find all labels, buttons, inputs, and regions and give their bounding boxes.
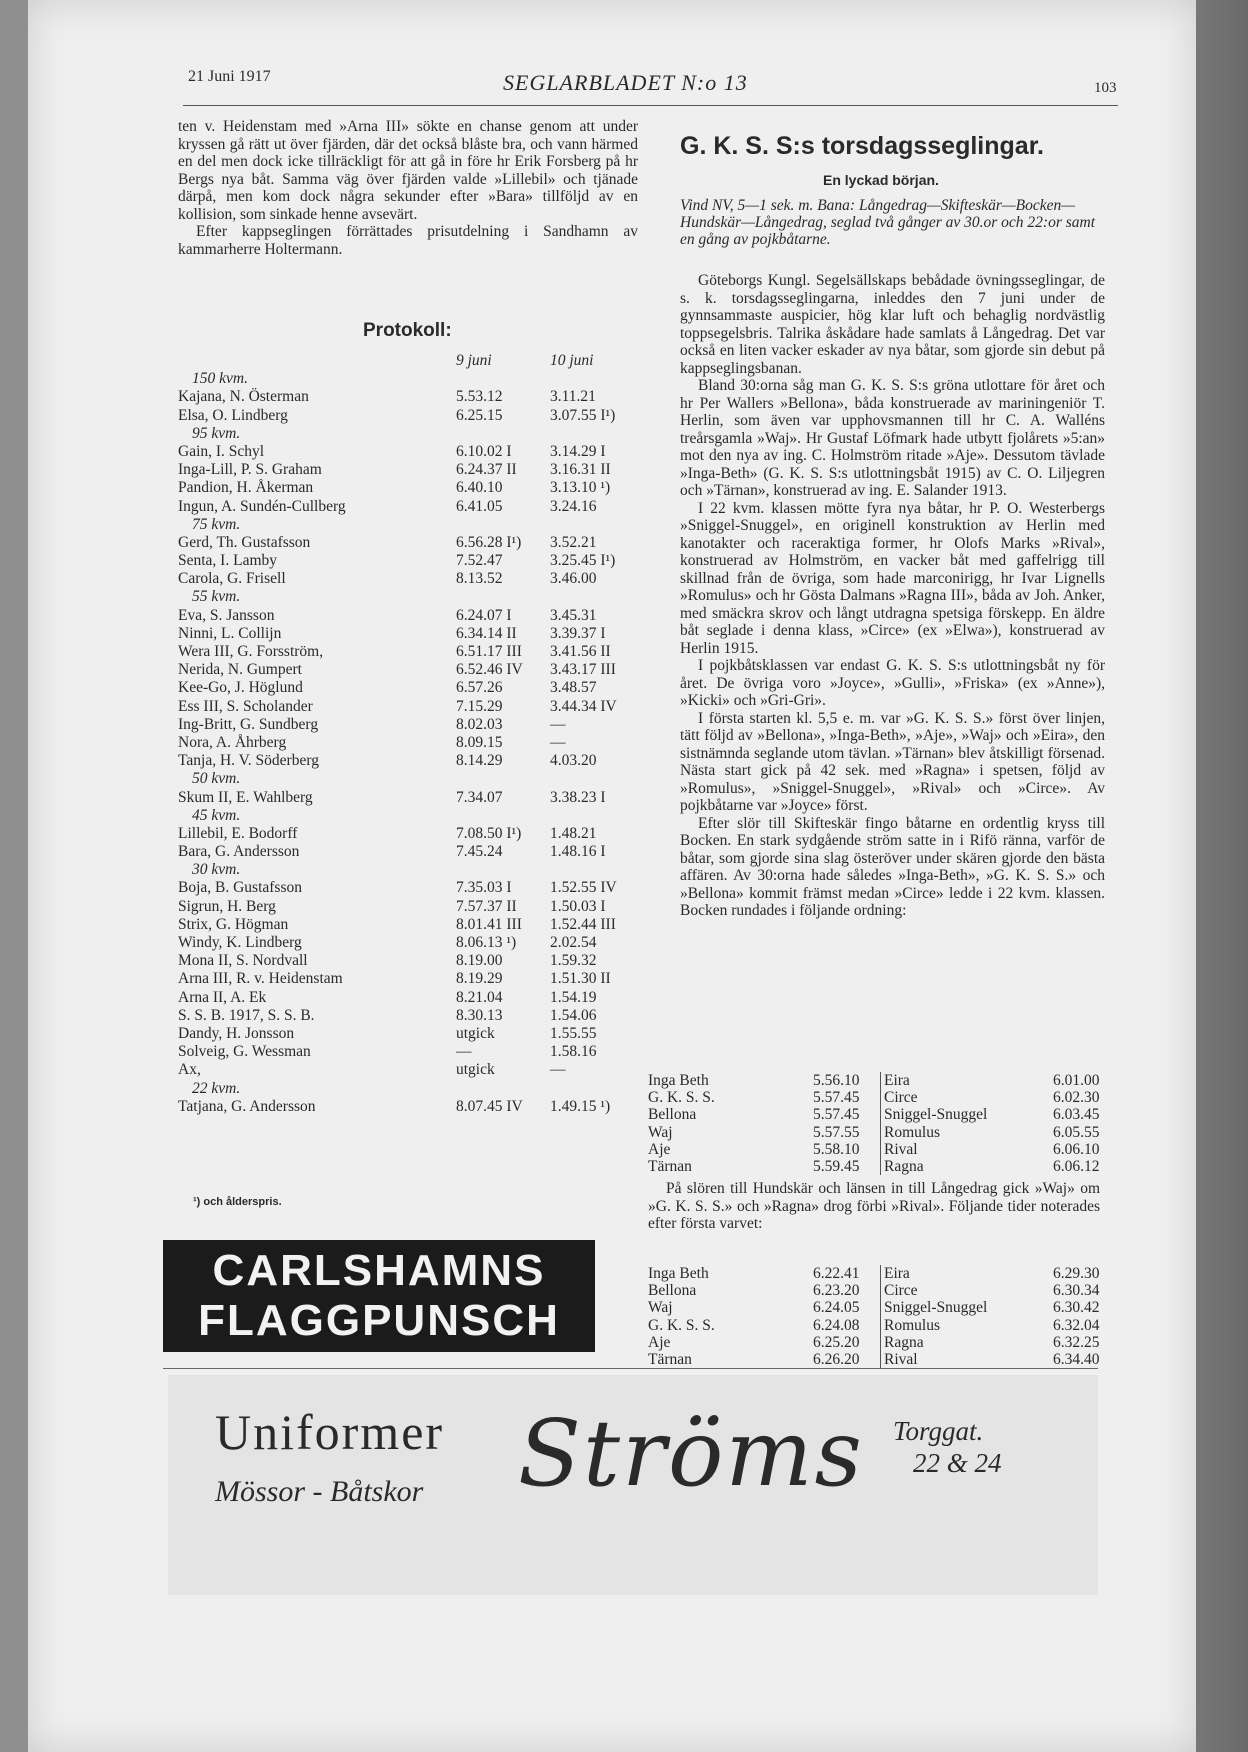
time-10-juni: 3.07.55 I¹) — [550, 406, 616, 424]
time-22kvm: 6.29.30 — [1053, 1265, 1100, 1282]
time-9-juni: utgick — [456, 1061, 495, 1079]
rounding-row — [648, 1124, 1100, 1141]
time-22kvm: 6.06.10 — [1053, 1140, 1100, 1158]
time-22kvm: 6.03.45 — [1053, 1106, 1100, 1124]
time-9-juni: 8.14.29 — [456, 752, 503, 770]
boat-22kvm: Ragna — [884, 1333, 924, 1351]
boat-22kvm: Romulus — [884, 1316, 940, 1334]
boat-name: Skum II, E. Wahlberg — [178, 788, 313, 806]
time-22kvm: 6.32.25 — [1053, 1333, 1100, 1351]
rounding-row — [648, 1158, 1100, 1175]
right-article-text — [680, 272, 1105, 920]
time-22kvm: 6.32.04 — [1053, 1316, 1100, 1334]
class-heading-row — [178, 807, 638, 825]
ad-mossor: Mössor - Båtskor — [215, 1475, 424, 1508]
rounding-row — [648, 1141, 1100, 1158]
time-10-juni: 3.24.16 — [550, 497, 597, 515]
protocol-header-row — [178, 352, 638, 370]
header-rule — [183, 105, 1118, 106]
class-heading-row — [178, 516, 638, 534]
boat-22kvm: Ragna — [884, 1157, 924, 1175]
ad-address-line: 22 & 24 — [913, 1448, 1002, 1478]
time-9-juni: 8.09.15 — [456, 733, 503, 751]
boat-name: Dandy, H. Jonsson — [178, 1024, 295, 1042]
boat-name: Kajana, N. Österman — [178, 388, 309, 406]
time-30kvm: 6.25.20 — [813, 1333, 860, 1351]
protocol-row — [178, 1025, 638, 1043]
right-paragraph-2 — [648, 1180, 1100, 1233]
rounding-row — [648, 1334, 1100, 1351]
time-9-juni: 5.53.12 — [456, 388, 503, 406]
paragraph: Efter slör till Skifteskär fingo båtarne en ordentlig kryss till Bocken. En stark sydgående ström satte in i Rifö ränna, varför de båtar, som gjorde sina slag österöver under skären gjorde den bästa affären. Av 30:orna hade således »Inga-Beth», »G. K. S. S.» och »Bellona» kommit främst medan »Circe» ledde i 22 kvm. klassen. Bocken rundades i följande ordning: — [680, 814, 1105, 919]
boat-30kvm: Waj — [648, 1123, 673, 1141]
class-heading-row — [178, 425, 638, 443]
scan-edge — [1196, 0, 1248, 1752]
time-9-juni: 7.35.03 I — [456, 879, 512, 897]
boat-name: Ax, — [178, 1061, 201, 1079]
class-heading: 150 kvm. — [192, 370, 248, 388]
article-subtitle: En lyckad början. — [823, 172, 939, 188]
time-10-juni: 3.25.45 I¹) — [550, 552, 616, 570]
column-separator — [880, 1265, 881, 1282]
boat-name: Boja, B. Gustafsson — [178, 879, 302, 897]
time-9-juni: 6.24.37 II — [456, 461, 517, 479]
time-30kvm: 6.23.20 — [813, 1282, 860, 1300]
boat-name: Ess III, S. Scholander — [178, 697, 313, 715]
issue-date: 21 Juni 1917 — [188, 68, 271, 85]
boat-name: Ing-Britt, G. Sundberg — [178, 715, 319, 733]
class-heading: 22 kvm. — [192, 1079, 241, 1097]
time-10-juni: 3.16.31 II — [550, 461, 611, 479]
protocol-row — [178, 679, 638, 697]
class-heading: 55 kvm. — [192, 588, 241, 606]
time-22kvm: 6.30.34 — [1053, 1282, 1100, 1300]
time-10-juni: 3.38.23 I — [550, 788, 606, 806]
class-heading-row — [178, 1080, 638, 1098]
boat-name: Bara, G. Andersson — [178, 843, 300, 861]
time-9-juni: 8.13.52 — [456, 570, 503, 588]
boat-30kvm: G. K. S. S. — [648, 1316, 715, 1334]
paragraph: Efter kappseglingen förrättades prisutdelning i Sandhamn av kammarherre Holtermann. — [178, 223, 638, 258]
time-30kvm: 5.56.10 — [813, 1072, 860, 1089]
time-30kvm: 5.57.45 — [813, 1089, 860, 1107]
time-10-juni: 4.03.20 — [550, 752, 597, 770]
class-heading: 50 kvm. — [192, 770, 241, 788]
class-heading: 75 kvm. — [192, 515, 241, 533]
time-9-juni: 6.40.10 — [456, 479, 503, 497]
time-10-juni: 1.58.16 — [550, 1043, 597, 1061]
column-separator — [880, 1317, 881, 1334]
boat-22kvm: Romulus — [884, 1123, 940, 1141]
boat-30kvm: Aje — [648, 1140, 671, 1158]
protocol-row — [178, 479, 638, 497]
time-9-juni: 8.07.45 IV — [456, 1097, 523, 1115]
column-separator — [880, 1106, 881, 1123]
boat-30kvm: Aje — [648, 1333, 671, 1351]
protocol-row — [178, 1061, 638, 1079]
time-9-juni: 7.15.29 — [456, 697, 503, 715]
boat-name: Kee-Go, J. Höglund — [178, 679, 303, 697]
time-9-juni: 6.10.02 I — [456, 442, 512, 460]
protocol-table — [178, 352, 638, 1116]
protocol-row — [178, 443, 638, 461]
boat-30kvm: Inga Beth — [648, 1265, 709, 1282]
time-30kvm: 5.59.45 — [813, 1157, 860, 1175]
paragraph: På slören till Hundskär och länsen in till Långedrag gick »Waj» om »G. K. S. S.» och »Ragna» drog förbi »Rival». Följande tider noterades efter första varvet: — [648, 1180, 1100, 1232]
boat-22kvm: Eira — [884, 1072, 910, 1089]
protocol-row — [178, 607, 638, 625]
paragraph: Göteborgs Kungl. Segelsällskaps bebådade övningsseglingar, de s. k. torsdagsseglingarna, inleddes den 7 juni under de gynnsammaste auspicier, hög klar luft och behaglig nordvästlig toppsegelsbris. Talrika åskådare hade samlats å Långedrag. Det var också en liten vacker eskader av nya båtar, som gjorde sin debut på kappseglingsbanan. — [680, 272, 1105, 377]
time-9-juni: 6.25.15 — [456, 406, 503, 424]
time-9-juni: 6.52.46 IV — [456, 661, 523, 679]
rounding-table-2 — [648, 1265, 1100, 1368]
boat-name: Tatjana, G. Andersson — [178, 1097, 316, 1115]
ad-line: CARLSHAMNS — [212, 1246, 546, 1295]
time-10-juni: 3.44.34 IV — [550, 697, 617, 715]
protocol-row — [178, 716, 638, 734]
boat-22kvm: Circe — [884, 1089, 918, 1107]
rounding-row — [648, 1072, 1100, 1089]
time-10-juni: 3.14.29 I — [550, 442, 606, 460]
class-heading-row — [178, 370, 638, 388]
page-number: 103 — [1094, 80, 1117, 96]
time-9-juni: 7.34.07 — [456, 788, 503, 806]
rounding-table-1 — [648, 1072, 1100, 1175]
boat-name: Arna II, A. Ek — [178, 988, 267, 1006]
boat-name: Sigrun, H. Berg — [178, 897, 276, 915]
time-9-juni: 7.45.24 — [456, 843, 503, 861]
time-10-juni: 3.52.21 — [550, 533, 597, 551]
class-heading-row — [178, 588, 638, 606]
time-10-juni: 1.59.32 — [550, 952, 597, 970]
boat-22kvm: Rival — [884, 1350, 918, 1368]
boat-name: Eva, S. Jansson — [178, 606, 275, 624]
boat-name: Windy, K. Lindberg — [178, 934, 302, 951]
protocol-row — [178, 498, 638, 516]
column-separator — [880, 1351, 881, 1368]
protocol-row — [178, 752, 638, 770]
footnote: ¹) och ålderspris. — [193, 1196, 282, 1208]
time-22kvm: 6.05.55 — [1053, 1123, 1100, 1141]
protocol-row — [178, 570, 638, 588]
column-separator — [880, 1282, 881, 1299]
time-9-juni: 8.19.00 — [456, 952, 503, 970]
time-30kvm: 6.22.41 — [813, 1265, 860, 1282]
boat-name: Solveig, G. Wessman — [178, 1043, 311, 1061]
boat-22kvm: Sniggel-Snuggel — [884, 1106, 988, 1124]
class-heading: 45 kvm. — [192, 806, 241, 824]
protocol-row — [178, 734, 638, 752]
time-22kvm: 6.02.30 — [1053, 1089, 1100, 1107]
carlshamns-ad — [163, 1240, 595, 1352]
time-30kvm: 6.24.05 — [813, 1299, 860, 1317]
column-separator — [880, 1334, 881, 1351]
boat-30kvm: Inga Beth — [648, 1072, 709, 1089]
column-separator — [880, 1158, 881, 1175]
protocol-row — [178, 879, 638, 897]
protocol-row — [178, 1007, 638, 1025]
protocol-row — [178, 388, 638, 406]
boat-name: S. S. B. 1917, S. S. B. — [178, 1006, 315, 1024]
ad-address-line: Torggat. — [893, 1416, 984, 1446]
rounding-row — [648, 1317, 1100, 1334]
time-10-juni: 3.39.37 I — [550, 624, 606, 642]
rounding-row — [648, 1265, 1100, 1282]
time-10-juni: 1.50.03 I — [550, 897, 606, 915]
time-9-juni: 8.21.04 — [456, 988, 503, 1006]
time-10-juni: 1.52.44 III — [550, 915, 616, 933]
article-title: G. K. S. S:s torsdagsseglingar. — [680, 132, 1044, 160]
protocol-row — [178, 916, 638, 934]
protocol-row — [178, 643, 638, 661]
protocol-row — [178, 825, 638, 843]
time-10-juni: 3.46.00 — [550, 570, 597, 588]
paragraph: Bland 30:orna såg man G. K. S. S:s gröna utlottare för året och hr Per Wallers »Bellona», båda konstruerade av mariningeniör T. Herlin, som även var upphovsmannen till hr C. A. Walléns treårsgamla »Waj». Hr Gustaf Löfmark hade utbytt fjolårets »5:an» mot den nya av ing. C. Holmström ritade »Aje». Dessutom tävlade »Inga-Beth» (G. K. S. S:s utlottningsbåt 1915) av C. O. Liljegren och »Tärnan», konstruerad av ing. E. Salander 1913. — [680, 377, 1105, 499]
boat-22kvm: Rival — [884, 1140, 918, 1158]
protocol-row — [178, 534, 638, 552]
time-10-juni: 1.55.55 — [550, 1024, 597, 1042]
boat-22kvm: Circe — [884, 1282, 918, 1300]
boat-name: Tanja, H. V. Söderberg — [178, 752, 319, 770]
boat-30kvm: Waj — [648, 1299, 673, 1317]
magazine-page — [28, 0, 1196, 1752]
time-22kvm: 6.34.40 — [1053, 1350, 1100, 1368]
time-10-juni: 1.49.15 ¹) — [550, 1097, 611, 1115]
protocol-row — [178, 934, 638, 952]
paragraph: I första starten kl. 5,5 e. m. var »G. K. S. S.» först över linjen, tätt följd av »Bellona», »Inga-Beth», »Aje», »Waj» och »Eira», den sistnämnda seglande utom tävlan. »Tärnan» blev åtskilligt försenad. Nästa start gick på 42 sek. med »Ragna» i spetsen, följd av »Romulus», »Sniggel-Snuggel», »Rival» och »Circe». Av pojkbåtarne var »Joyce» först. — [680, 709, 1105, 814]
boat-name: Elsa, O. Lindberg — [178, 406, 288, 424]
time-9-juni: 6.56.28 I¹) — [456, 533, 522, 551]
boat-30kvm: Tärnan — [648, 1157, 692, 1175]
rounding-row — [648, 1351, 1100, 1368]
protocol-row — [178, 952, 638, 970]
time-10-juni: 3.45.31 — [550, 606, 597, 624]
protocol-row — [178, 789, 638, 807]
column-separator — [880, 1072, 881, 1089]
time-9-juni: 8.01.41 III — [456, 915, 522, 933]
time-10-juni: 1.54.06 — [550, 1006, 597, 1024]
boat-30kvm: Bellona — [648, 1282, 697, 1300]
time-9-juni: 6.41.05 — [456, 497, 503, 515]
left-article-text — [178, 118, 638, 258]
rounding-row — [648, 1106, 1100, 1123]
time-10-juni: 1.48.16 I — [550, 843, 606, 861]
time-9-juni: 8.02.03 — [456, 715, 503, 733]
boat-30kvm: G. K. S. S. — [648, 1089, 715, 1107]
boat-22kvm: Eira — [884, 1265, 910, 1282]
time-22kvm: 6.30.42 — [1053, 1299, 1100, 1317]
time-30kvm: 5.58.10 — [813, 1140, 860, 1158]
time-10-juni: 3.13.10 ¹) — [550, 479, 611, 497]
time-10-juni: 1.51.30 II — [550, 970, 611, 988]
time-10-juni: 1.54.19 — [550, 988, 597, 1006]
protocol-row — [178, 407, 638, 425]
boat-name: Gain, I. Schyl — [178, 442, 265, 460]
boat-name: Ingun, A. Sundén-Cullberg — [178, 497, 346, 515]
time-10-juni: — — [550, 1061, 566, 1079]
rounding-row — [648, 1299, 1100, 1316]
time-9-juni: 7.52.47 — [456, 552, 503, 570]
time-10-juni: 1.52.55 IV — [550, 879, 617, 897]
boat-name: Lillebil, E. Bodorff — [178, 824, 298, 842]
protocol-row — [178, 461, 638, 479]
paragraph: I 22 kvm. klassen mötte fyra nya båtar, hr P. O. Westerbergs »Sniggel-Snuggel», en originell konstruktion av Herlin med kanotakter och raceraktiga former, hr Olofs Marks »Rival», konstruerad av Holmström, en vacker båt med gaffelrigg till skillnad från de övriga, som hade marconirigg, hr Ivar Lignells »Romulus» och hr Gösta Dalmans »Ragna III», båda av Joh. Anker, med smäckra skrov och långt utdragna spetsiga förskepp. En äldre båt seglade i denna klass, »Circe» (ex »Elwa»), konstruerad av Herlin 1915. — [680, 499, 1105, 657]
time-9-juni: 6.57.26 — [456, 679, 503, 697]
class-heading-row — [178, 770, 638, 788]
protocol-row — [178, 1043, 638, 1061]
boat-name: Strix, G. Högman — [178, 915, 289, 933]
time-30kvm: 5.57.45 — [813, 1106, 860, 1124]
time-30kvm: 6.26.20 — [813, 1350, 860, 1368]
protocol-row — [178, 661, 638, 679]
boat-name: Ninni, L. Collijn — [178, 624, 282, 642]
boat-name: Senta, I. Lamby — [178, 552, 278, 570]
paragraph: ten v. Heidenstam med »Arna III» sökte en chanse genom att under kryssen gå rätt ut över fjärden, där det också blåste bra, och vann härmed en del men dock icke tillräckligt för att gå in före hr Erik Forsberg på hr Bergs nya båt. Samma väg över fjärden valde »Lillebil» och tjänade därpå, men kom dock några sekunder efter »Bara» tillföljd av en kollision, som sinkade henne avsevärt. — [178, 118, 638, 223]
time-10-juni: 1.48.21 — [550, 824, 597, 842]
race-conditions: Vind NV, 5—1 sek. m. Bana: Långedrag—Skifteskär—Bocken—Hundskär—Långedrag, seglad två gånger av 30.or och 22:or samt en gång av pojkbåtarne. — [680, 197, 1096, 248]
column-separator — [880, 1089, 881, 1106]
protocol-row — [178, 552, 638, 570]
time-9-juni: 6.24.07 I — [456, 606, 512, 624]
ad-divider — [163, 1368, 1098, 1369]
time-10-juni: 3.41.56 II — [550, 643, 611, 660]
paragraph: I pojkbåtsklassen var endast G. K. S. S:s utlottningsbåt ny för året. De övriga voro »Joyce», »Gulli», »Friska» (ex »Anne»), »Kicki» och »Gri-Gri». — [680, 657, 1105, 709]
column-separator — [880, 1299, 881, 1316]
protocol-row — [178, 970, 638, 988]
ad-line: FLAGGPUNSCH — [198, 1296, 560, 1345]
boat-name: Carola, G. Frisell — [178, 570, 286, 588]
boat-30kvm: Tärnan — [648, 1350, 692, 1368]
boat-name: Pandion, H. Åkerman — [178, 479, 314, 497]
time-9-juni: 8.06.13 ¹) — [456, 934, 517, 951]
protocol-row — [178, 898, 638, 916]
col-header-10-juni: 10 juni — [550, 352, 594, 369]
boat-name: Inga-Lill, P. S. Graham — [178, 461, 322, 479]
boat-name: Nerida, N. Gumpert — [178, 661, 302, 679]
boat-name: Arna III, R. v. Heidenstam — [178, 970, 343, 988]
time-10-juni: — — [550, 715, 566, 733]
boat-name: Gerd, Th. Gustafsson — [178, 533, 311, 551]
ad-uniformer: Uniformer — [215, 1404, 445, 1460]
protocol-row — [178, 625, 638, 643]
boat-name: Mona II, S. Nordvall — [178, 952, 308, 970]
magazine-title: SEGLARBLADET N:o 13 — [503, 70, 748, 95]
time-10-juni: 2.02.54 — [550, 934, 597, 951]
time-22kvm: 6.01.00 — [1053, 1072, 1100, 1089]
class-heading: 95 kvm. — [192, 424, 241, 442]
column-separator — [880, 1124, 881, 1141]
time-10-juni: 3.43.17 III — [550, 661, 616, 679]
protocol-row — [178, 698, 638, 716]
time-30kvm: 6.24.08 — [813, 1316, 860, 1334]
ad-address — [893, 1415, 1002, 1479]
rounding-row — [648, 1089, 1100, 1106]
class-heading: 30 kvm. — [192, 861, 241, 879]
time-9-juni: 7.57.37 II — [456, 897, 517, 915]
ad-stroms-logo: Ströms — [518, 1400, 864, 1507]
boat-30kvm: Bellona — [648, 1106, 697, 1124]
time-9-juni: 7.08.50 I¹) — [456, 824, 522, 842]
time-10-juni: 3.48.57 — [550, 679, 597, 697]
column-separator — [880, 1141, 881, 1158]
protocol-row — [178, 1098, 638, 1116]
protocol-row — [178, 989, 638, 1007]
time-9-juni: 6.34.14 II — [456, 624, 517, 642]
protocol-row — [178, 843, 638, 861]
protocol-title: Protokoll: — [363, 320, 452, 341]
time-10-juni: — — [550, 733, 566, 751]
time-22kvm: 6.06.12 — [1053, 1157, 1100, 1175]
class-heading-row — [178, 861, 638, 879]
time-9-juni: 6.51.17 III — [456, 643, 522, 660]
time-30kvm: 5.57.55 — [813, 1123, 860, 1141]
boat-name: Nora, A. Åhrberg — [178, 733, 287, 751]
boat-name: Wera III, G. Forsström, — [178, 643, 324, 660]
time-9-juni: — — [456, 1043, 472, 1061]
col-header-9-juni: 9 juni — [456, 352, 492, 369]
boat-22kvm: Sniggel-Snuggel — [884, 1299, 988, 1317]
time-10-juni: 3.11.21 — [550, 388, 596, 406]
time-9-juni: 8.30.13 — [456, 1006, 503, 1024]
rounding-row — [648, 1282, 1100, 1299]
time-9-juni: utgick — [456, 1024, 495, 1042]
time-9-juni: 8.19.29 — [456, 970, 503, 988]
